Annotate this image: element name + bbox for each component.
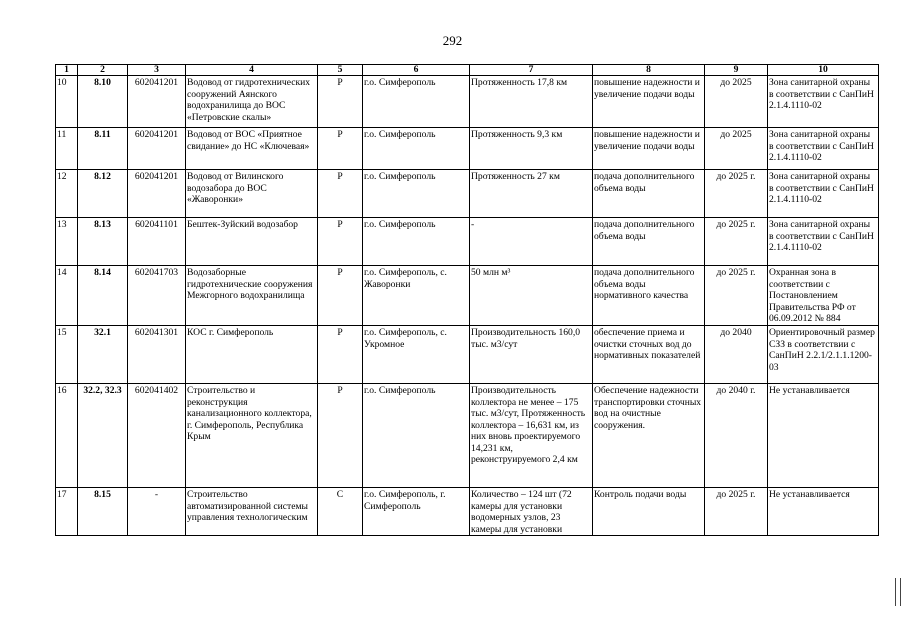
- object-zone: Ориентировочный размер СЗЗ в соответствии с СанПиН 2.2.1/2.1.1.1200-03: [768, 326, 879, 384]
- object-purpose: обеспечение приема и очистки сточных вод до нормативных показателей: [593, 326, 705, 384]
- object-parameters: Протяженность 17,8 км: [470, 76, 593, 128]
- object-purpose: подача дополнительного объема воды: [593, 170, 705, 218]
- col-header: 3: [128, 65, 186, 76]
- object-name: Водовод от ВОС «Приятное свидание» до НС «Ключевая»: [186, 128, 318, 170]
- object-parameters: Протяженность 9,3 км: [470, 128, 593, 170]
- object-term: до 2025 г.: [705, 218, 768, 266]
- object-term: до 2025: [705, 76, 768, 128]
- row-number: 16: [56, 384, 78, 488]
- object-name: Бештек-Зуйский водозабор: [186, 218, 318, 266]
- object-status: Р: [318, 266, 363, 326]
- object-term: до 2025 г.: [705, 170, 768, 218]
- object-purpose: повышение надежности и увеличение подачи воды: [593, 76, 705, 128]
- object-name: Водовод от гидротехнических сооружений Аянского водохранилища до ВОС «Петровские скалы»: [186, 76, 318, 128]
- col-header: 9: [705, 65, 768, 76]
- object-status: Р: [318, 76, 363, 128]
- object-purpose: подача дополнительного объема воды нормативного качества: [593, 266, 705, 326]
- object-code: 8.13: [78, 218, 128, 266]
- row-number: 15: [56, 326, 78, 384]
- object-name: Строительство автоматизированной системы управления технологическим: [186, 488, 318, 536]
- table-row: [56, 266, 879, 326]
- object-location: г.о. Симферополь: [363, 128, 470, 170]
- object-status: Р: [318, 128, 363, 170]
- page-number: 292: [442, 33, 463, 48]
- object-zone: Зона санитарной охраны в соответствии с СанПиН 2.1.4.1110-02: [768, 128, 879, 170]
- col-header: 1: [56, 65, 78, 76]
- object-id: 602041201: [128, 76, 186, 128]
- table-row: [56, 218, 879, 266]
- table-row: [56, 76, 879, 128]
- row-number: 10: [56, 76, 78, 128]
- object-zone: Зона санитарной охраны в соответствии с СанПиН 2.1.4.1110-02: [768, 76, 879, 128]
- object-code: 8.15: [78, 488, 128, 536]
- object-code: 32.2, 32.3: [78, 384, 128, 488]
- object-id: 602041703: [128, 266, 186, 326]
- object-code: 8.14: [78, 266, 128, 326]
- object-term: до 2025 г.: [705, 488, 768, 536]
- col-header: 8: [593, 65, 705, 76]
- object-id: 602041101: [128, 218, 186, 266]
- object-zone: Не устанавливается: [768, 488, 879, 536]
- object-status: Р: [318, 326, 363, 384]
- object-id: 602041402: [128, 384, 186, 488]
- object-location: г.о. Симферополь: [363, 384, 470, 488]
- object-name: Водовод от Вилинского водозабора до ВОС «Жаворонки»: [186, 170, 318, 218]
- object-id: 602041201: [128, 128, 186, 170]
- object-term: до 2040: [705, 326, 768, 384]
- object-purpose: повышение надежности и увеличение подачи воды: [593, 128, 705, 170]
- object-parameters: -: [470, 218, 593, 266]
- object-term: до 2025 г.: [705, 266, 768, 326]
- row-number: 13: [56, 218, 78, 266]
- object-parameters: 50 млн м³: [470, 266, 593, 326]
- col-header: 10: [768, 65, 879, 76]
- row-number: 11: [56, 128, 78, 170]
- object-id: 602041301: [128, 326, 186, 384]
- table-row: [56, 326, 879, 384]
- planning-table: [55, 64, 879, 536]
- object-location: г.о. Симферополь: [363, 218, 470, 266]
- object-parameters: Производительность коллектора не менее – 175 тыс. м3/сут, Протяженность коллектора – 16,631 км, из них вновь проектируемого 14,231 км, реконструируемого 2,4 км: [470, 384, 593, 488]
- object-zone: Охранная зона в соответствии с Постановлением Правительства РФ от 06.09.2012 № 884: [768, 266, 879, 326]
- row-number: 14: [56, 266, 78, 326]
- object-code: 8.11: [78, 128, 128, 170]
- object-parameters: Производительность 160,0 тыс. м3/сут: [470, 326, 593, 384]
- scan-edge-mark: [895, 578, 901, 606]
- object-location: г.о. Симферополь: [363, 76, 470, 128]
- object-location: г.о. Симферополь, с. Укромное: [363, 326, 470, 384]
- col-header: 7: [470, 65, 593, 76]
- table-row: [56, 488, 879, 536]
- col-header: 5: [318, 65, 363, 76]
- object-status: Р: [318, 384, 363, 488]
- row-number: 12: [56, 170, 78, 218]
- object-status: С: [318, 488, 363, 536]
- object-status: Р: [318, 170, 363, 218]
- object-location: г.о. Симферополь: [363, 170, 470, 218]
- object-name: Водозаборные гидротехнические сооружения Межгорного водохранилища: [186, 266, 318, 326]
- object-purpose: Обеспечение надежности транспортировки сточных вод на очистные сооружения.: [593, 384, 705, 488]
- object-purpose: подача дополнительного объема воды: [593, 218, 705, 266]
- col-header: 4: [186, 65, 318, 76]
- object-zone: Не устанавливается: [768, 384, 879, 488]
- object-purpose: Контроль подачи воды: [593, 488, 705, 536]
- table-row: [56, 128, 879, 170]
- object-code: 8.10: [78, 76, 128, 128]
- object-zone: Зона санитарной охраны в соответствии с СанПиН 2.1.4.1110-02: [768, 170, 879, 218]
- object-id: 602041201: [128, 170, 186, 218]
- object-parameters: Количество – 124 шт (72 камеры для установки водомерных узлов, 23 камеры для установки: [470, 488, 593, 536]
- object-parameters: Протяженность 27 км: [470, 170, 593, 218]
- object-status: Р: [318, 218, 363, 266]
- row-number: 17: [56, 488, 78, 536]
- object-id: -: [128, 488, 186, 536]
- col-header: 6: [363, 65, 470, 76]
- object-location: г.о. Симферополь, с. Жаворонки: [363, 266, 470, 326]
- object-name: Строительство и реконструкция канализационного коллектора, г. Симферополь, Республика Крым: [186, 384, 318, 488]
- table-row: [56, 384, 879, 488]
- object-term: до 2025: [705, 128, 768, 170]
- object-term: до 2040 г.: [705, 384, 768, 488]
- object-location: г.о. Симферополь, г. Симферополь: [363, 488, 470, 536]
- object-code: 32.1: [78, 326, 128, 384]
- object-name: КОС г. Симферополь: [186, 326, 318, 384]
- table-row: [56, 170, 879, 218]
- table-header-row: [56, 65, 879, 76]
- col-header: 2: [78, 65, 128, 76]
- object-code: 8.12: [78, 170, 128, 218]
- object-zone: Зона санитарной охраны в соответствии с СанПиН 2.1.4.1110-02: [768, 218, 879, 266]
